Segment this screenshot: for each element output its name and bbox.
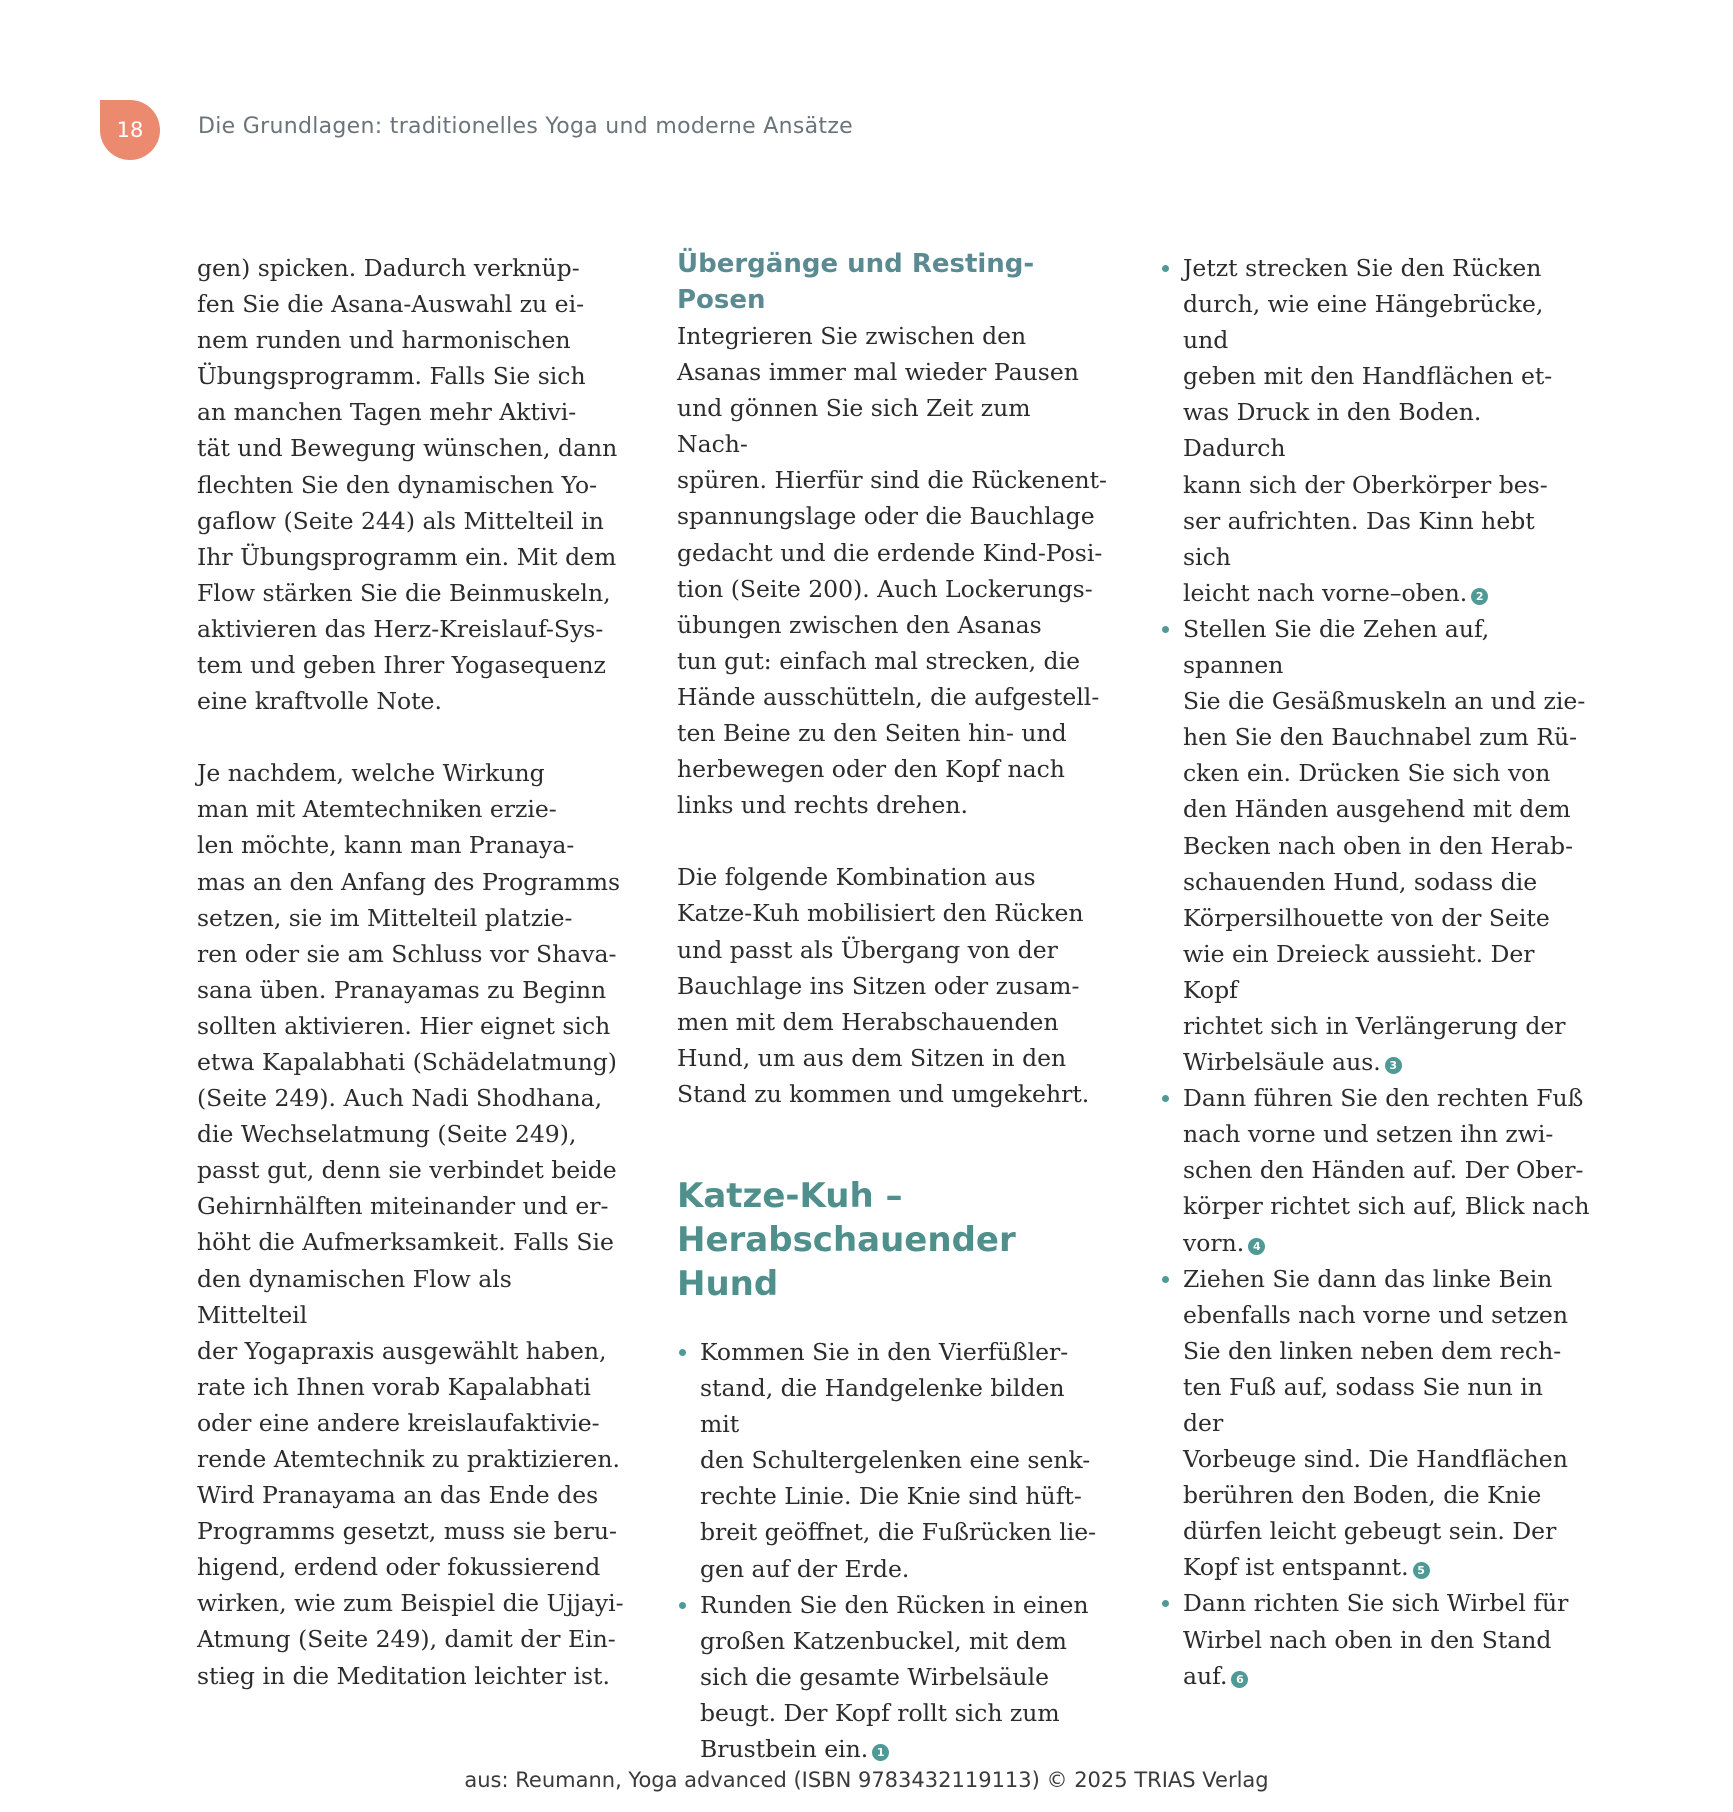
- step-text: Kommen Sie in den Vierfüßler- stand, die Handgelenke bilden mit den Schultergelenken eine senk- rechte Linie. Die Knie sind hüft- breit geöffnet, die Fußrücken lie- gen auf der Erde.: [700, 1337, 1097, 1583]
- step-item: [677, 1587, 1107, 1767]
- step-number-icon: 5: [1413, 1562, 1430, 1579]
- step-number-icon: 2: [1471, 588, 1488, 605]
- page-number-badge: [100, 100, 160, 160]
- body-paragraph: Integrieren Sie zwischen den Asanas immer mal wieder Pausen und gönnen Sie sich Zeit zum Nach- spüren. Hierfür sind die Rückenent- spannungslage oder die Bauchlage gedacht und die erdende Kind-Posi- tion (Seite 200). Auch Lockerungs- übungen zwischen den Asanas tun gut: einfach mal strecken, die Hände ausschütteln, die aufgestell- ten Beine zu den Seiten hin- und herbewegen oder den Kopf nach links und rechts drehen.: [677, 322, 1107, 820]
- section-title: Katze-Kuh – Herabschauender Hund: [677, 1175, 1016, 1304]
- subheading: Übergänge und Resting-Posen: [677, 249, 1035, 315]
- step-list: [677, 1334, 1107, 1767]
- step-list: [1160, 250, 1590, 1694]
- step-text: Jetzt strecken Sie den Rücken durch, wie eine Hängebrücke, und geben mit den Handflächen et- was Druck in den Boden. Dadurch kann sich der Oberkörper bes- ser aufrichten. Das Kinn hebt sich leicht nach vorne–oben.: [1183, 254, 1553, 607]
- step-text: Stellen Sie die Zehen auf, spannen Sie die Gesäßmuskeln an und zie- hen Sie den Bauchnabel zum Rü- cken ein. Drücken Sie sich von den Händen ausgehend mit dem Becken nach oben in den Herab- schauenden Hund, sodass die Körpersilhouette von der Seite wie ein Dreieck aussieht. Der Kopf richtet sich in Verlängerung der Wirbelsäule aus.: [1183, 614, 1586, 1077]
- column-middle: [677, 250, 1107, 1767]
- page-number: 18: [116, 118, 144, 142]
- body-paragraph: Je nachdem, welche Wirkung man mit Atemtechniken erzie- len möchte, kann man Pranaya- mas an den Anfang des Programms setzen, sie im Mittelteil platzie- ren oder sie am Schluss vor Shava- sana üben. Pranayamas zu Beginn sollten aktivieren. Hier eignet sich etwa Kapalabhati (Schädelatmung) (Seite 249). Auch Nadi Shodhana, die Wechselatmung (Seite 249), passt gut, denn sie verbindet beide Gehirnhälften miteinander und er- höht die Aufmerksamkeit. Falls Sie den dynamischen Flow als Mittelteil der Yogapraxis ausgewählt haben, rate ich Ihnen vorab Kapalabhati oder eine andere kreislaufaktivie- rende Atemtechnik zu praktizieren. Wird Pranayama an das Ende des Programms gesetzt, muss sie beru- higend, erdend oder fokussierend wirken, wie zum Beispiel die Ujjayi- Atmung (Seite 249), damit der Ein- stieg in die Meditation leichter ist.: [197, 759, 624, 1690]
- step-text: Runden Sie den Rücken in einen großen Katzenbuckel, mit dem sich die gesamte Wirbelsäule beugt. Der Kopf rollt sich zum Brustbein ein.: [700, 1590, 1089, 1763]
- column-right: [1160, 250, 1590, 1694]
- column-left: [197, 250, 627, 1694]
- step-item: [1160, 611, 1590, 1080]
- step-item: [1160, 250, 1590, 611]
- step-text: Dann führen Sie den rechten Fuß nach vorne und setzen ihn zwi- schen den Händen auf. Der Ober- körper richtet sich auf, Blick nach vorn.: [1183, 1084, 1590, 1257]
- running-title: Die Grundlagen: traditionelles Yoga und moderne Ansätze: [198, 114, 854, 139]
- step-number-icon: 6: [1231, 1671, 1248, 1688]
- step-number-icon: 3: [1385, 1057, 1402, 1074]
- step-text: Ziehen Sie dann das linke Bein ebenfalls nach vorne und setzen Sie den linken neben dem rech- ten Fuß auf, sodass Sie nun in der Vorbeuge sind. Die Handflächen berühren den Boden, die Knie dürfen leicht gebeugt sein. Der Kopf ist entspannt.: [1183, 1264, 1568, 1582]
- step-number-icon: 4: [1248, 1238, 1265, 1255]
- step-item: [1160, 1080, 1590, 1260]
- step-text: Dann richten Sie sich Wirbel für Wirbel nach oben in den Stand auf.: [1183, 1589, 1569, 1690]
- step-item: [1160, 1585, 1590, 1693]
- body-paragraph: Die folgende Kombination aus Katze-Kuh mobilisiert den Rücken und passt als Übergang von der Bauchlage ins Sitzen oder zusam- men mit dem Herabschauenden Hund, um aus dem Sitzen in den Stand zu kommen und umgekehrt.: [677, 863, 1090, 1108]
- body-paragraph: gen) spicken. Dadurch verknüp- fen Sie die Asana-Auswahl zu ei- nem runden und harmonischen Übungsprogramm. Falls Sie sich an manchen Tagen mehr Aktivi- tät und Bewegung wünschen, dann flechten Sie den dynamischen Yo- gaflow (Seite 244) als Mittelteil in Ihr Übungsprogramm ein. Mit dem Flow stärken Sie die Beinmuskeln, aktivieren das Herz-Kreislauf-Sys- tem und geben Ihrer Yogasequenz eine kraftvolle Note.: [197, 254, 618, 716]
- step-item: [677, 1334, 1107, 1587]
- step-item: [1160, 1261, 1590, 1586]
- source-footer: aus: Reumann, Yoga advanced (ISBN 9783432119113) © 2025 TRIAS Verlag: [464, 1768, 1269, 1792]
- step-number-icon: 1: [872, 1744, 889, 1761]
